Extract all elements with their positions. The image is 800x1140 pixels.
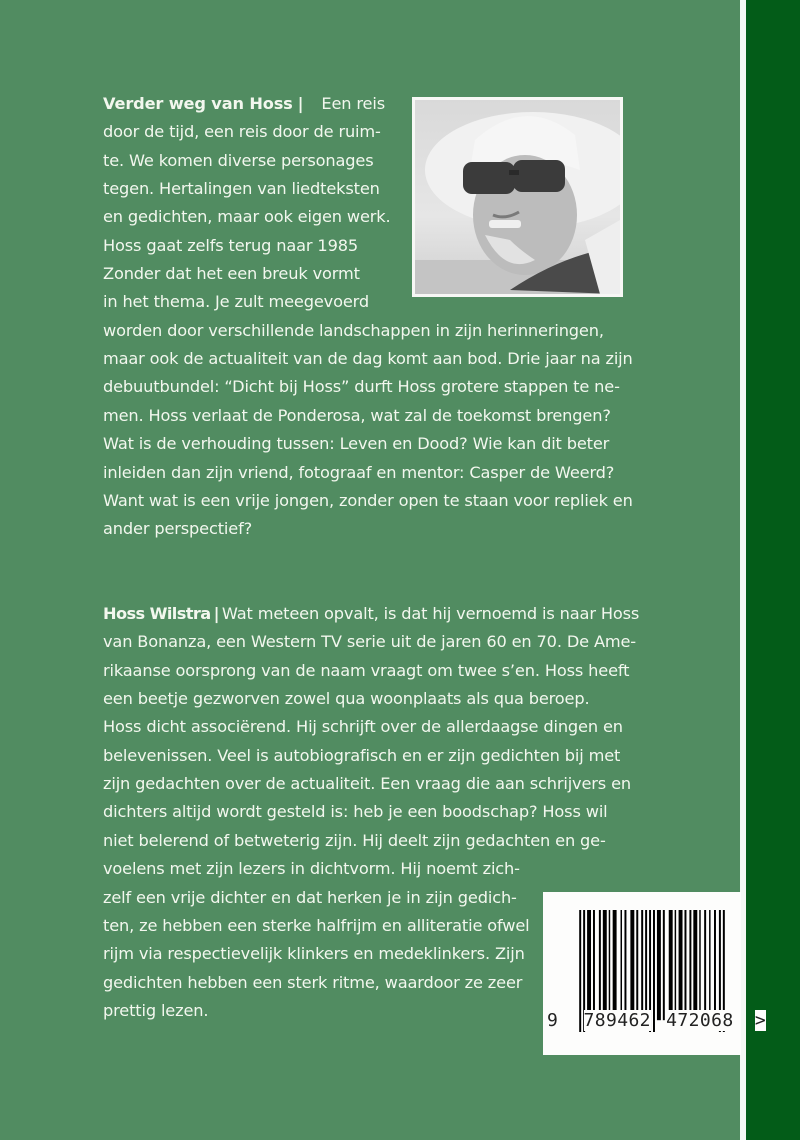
quiet-zone-indicator: >: [754, 1010, 767, 1031]
text-line: [103, 373, 637, 401]
text-line: [103, 430, 637, 458]
text-line-content: Een reis: [321, 94, 385, 113]
separator: |: [213, 604, 219, 623]
text-line: [103, 912, 530, 940]
text-line-content: tegen. Hertalingen van liedteksten: [103, 179, 380, 199]
barcode-lead-digit: 9: [547, 1010, 559, 1031]
text-line-content: voelens met zijn lezers in dichtvorm. Hij noemt zich-: [103, 859, 520, 879]
text-line-content: Hoss dicht associërend. Hij schrijft over de allerdaagse dingen en: [103, 717, 623, 737]
text-line: [103, 459, 637, 487]
text-line-content: maar ook de actualiteit van de dag komt aan bod. Drie jaar na zijn: [103, 349, 633, 369]
text-line-content: inleiden dan zijn vriend, fotograaf en mentor: Casper de Weerd?: [103, 462, 615, 482]
text-line: [103, 969, 521, 997]
text-line: [103, 90, 385, 118]
text-line-content: rikaanse oorsprong van de naam vraagt om twee s’en. Hoss heeft: [103, 660, 630, 680]
text-line: [103, 742, 637, 770]
text-line-content: door de tijd, een reis door de ruim-: [103, 122, 381, 142]
author-bio: [103, 600, 640, 855]
text-line: [103, 628, 637, 656]
text-line-content: en gedichten, maar ook eigen werk.: [103, 207, 391, 227]
text-line-content: Want wat is een vrije jongen, zonder open te staan voor repliek en: [103, 490, 633, 510]
text-line: [103, 997, 521, 1025]
text-line-content: prettig lezen.: [103, 1000, 209, 1020]
text-line: [103, 798, 637, 826]
text-line: [103, 770, 637, 798]
text-line: [103, 884, 521, 912]
text-line-content: niet belerend of betweterig zijn. Hij deelt zijn gedachten en ge-: [103, 830, 606, 850]
text-line-content: debuutbundel: “Dicht bij Hoss” durft Hoss grotere stappen te ne-: [103, 377, 620, 397]
separator: |: [297, 94, 304, 113]
text-line: [103, 232, 385, 260]
author-photo: [412, 97, 623, 297]
text-line: [103, 288, 385, 316]
text-line-content: een beetje gezworven zowel qua woonplaats als qua beroep.: [103, 689, 590, 709]
text-line-content: in het thema. Je zult meegevoerd: [103, 292, 369, 312]
text-line-content: zijn gedachten over de actualiteit. Een vraag die aan schrijvers en: [103, 774, 631, 794]
barcode-group-1: 789462: [583, 1010, 651, 1031]
section-title: Hoss Wilstra: [103, 604, 211, 623]
text-line: [103, 260, 385, 288]
text-line: [103, 685, 637, 713]
text-line: [103, 940, 525, 968]
text-line-content: ander perspectief?: [103, 519, 253, 539]
text-line: [103, 402, 637, 430]
author-bio-continued: [103, 855, 530, 1025]
text-line: [103, 487, 637, 515]
author-portrait-image: [415, 100, 620, 294]
text-line: [103, 600, 640, 628]
text-line-content: gedichten hebben een sterk ritme, waardoor ze zeer: [103, 972, 523, 992]
text-line-content: worden door verschillende landschappen in zijn herinneringen,: [103, 320, 604, 340]
text-line-content: Hoss gaat zelfs terug naar 1985: [103, 235, 359, 255]
book-description-continued: [103, 317, 637, 544]
section-title: Verder weg van Hoss: [103, 94, 293, 113]
text-line: [103, 118, 385, 146]
text-line-content: rijm via respectievelijk klinkers en medeklinkers. Zijn: [103, 944, 525, 964]
text-line: [103, 657, 637, 685]
spine: [746, 0, 800, 1140]
text-line: [103, 345, 637, 373]
text-line-content: Zonder dat het een breuk vormt: [103, 264, 360, 284]
text-line-content: men. Hoss verlaat de Ponderosa, wat zal de toekomst brengen?: [103, 405, 611, 425]
text-line: [103, 147, 385, 175]
text-line-content: van Bonanza, een Western TV serie uit de jaren 60 en 70. De Ame-: [103, 632, 636, 652]
text-line-content: zelf een vrije dichter en dat herken je in zijn gedich-: [103, 887, 517, 907]
barcode-group-2: 472068: [666, 1010, 734, 1031]
text-line: [103, 317, 637, 345]
text-line-content: ten, ze hebben een sterke halfrijm en alliteratie ofwel: [103, 915, 530, 935]
text-line-content: belevenissen. Veel is autobiografisch en er zijn gedichten bij met: [103, 745, 621, 765]
text-line: [103, 855, 521, 883]
isbn-number: [547, 1010, 766, 1031]
book-description: [103, 90, 391, 317]
text-line-content: Wat is de verhouding tussen: Leven en Dood? Wie kan dit beter: [103, 434, 610, 454]
text-line-content: te. We komen diverse personages: [103, 150, 374, 170]
text-line-content: dichters altijd wordt gesteld is: heb je een boodschap? Hoss wil: [103, 802, 608, 822]
text-line: [103, 827, 637, 855]
text-line: [103, 203, 391, 231]
text-line: [103, 713, 637, 741]
text-line: [103, 515, 637, 543]
text-line: [103, 175, 385, 203]
text-line-content: Wat meteen opvalt, is dat hij vernoemd is naar Hoss: [221, 604, 640, 623]
isbn-barcode: [543, 892, 767, 1055]
